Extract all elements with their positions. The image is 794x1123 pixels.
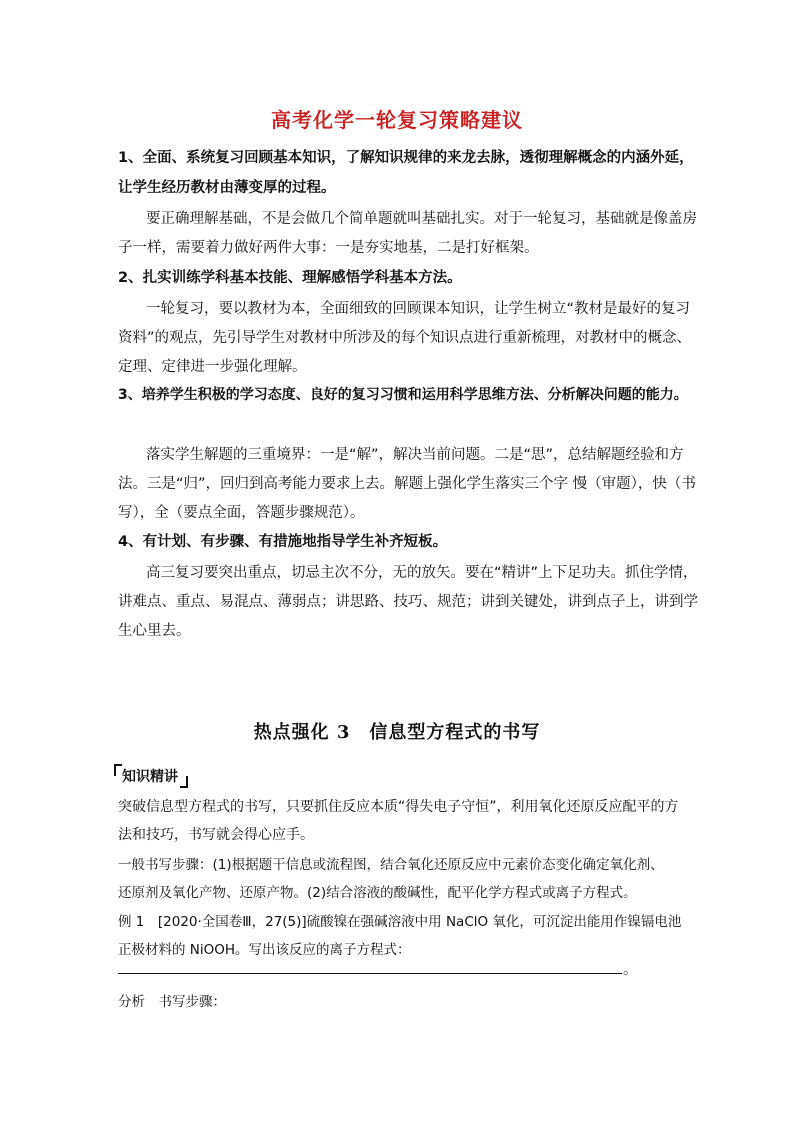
- paragraph-2-line-1: 一轮复习，要以教材为本，全面细致的回顾课本知识，让学生树立“教材是最好的复习: [146, 301, 691, 317]
- paragraph-1-line-2: 子一样，需要着力做好两件大事：一是夯实地基，二是打好框架。: [118, 240, 539, 256]
- paragraph-3-line-1: 落实学生解题的三重境界：一是“解”，解决当前问题。二是“思”，总结解题经验和方: [146, 447, 684, 463]
- section-title: 热点强化 3 信息型方程式的书写: [253, 722, 541, 743]
- paragraph-2-line-3: 定理、定律进一步强化理解。: [118, 359, 307, 375]
- answer-period: 。: [623, 962, 638, 978]
- steps-line-2: 还原剂及氧化产物、还原产物。(2)结合溶液的酸碱性，配平化学方程式或离子方程式。: [118, 885, 637, 901]
- knowledge-tag: [114, 766, 186, 786]
- heading-4: 4、有计划、有步骤、有措施地指导学生补齐短板。: [118, 534, 448, 550]
- intro-line-2: 法和技巧，书写就会得心应手。: [118, 827, 314, 843]
- paragraph-1-line-1: 要正确理解基础，不是会做几个简单题就叫基础扎实。对于一轮复习，基础就是像盖房: [146, 211, 697, 227]
- paragraph-3-line-3: 写），全（要点全面，答题步骤规范）。: [118, 505, 365, 521]
- example-line-2: 正极材料的 NiOOH。写出该反应的离子方程式：: [118, 942, 411, 958]
- intro-line-1: 突破信息型方程式的书写，只要抓住反应本质“得失电子守恒”，利用氧化还原反应配平的方: [118, 799, 679, 815]
- bracket-left-icon: [114, 764, 122, 776]
- paragraph-3-line-2: 法。三是“归”，回归到高考能力要求上去。解题上强化学生落实三个字 慢（审题），快（书: [118, 476, 696, 492]
- answer-blank: [118, 973, 622, 974]
- paragraph-4-line-3: 生心里去。: [118, 623, 191, 639]
- document-title: 高考化学一轮复习策略建议: [271, 108, 523, 132]
- heading-3: 3、培养学生积极的学习态度、良好的复习习惯和运用科学思维方法、分析解决问题的能力。: [118, 387, 688, 403]
- heading-2: 2、扎实训练学科基本技能、理解感悟学科基本方法。: [118, 270, 462, 286]
- paragraph-4-line-2: 讲难点、重点、易混点、薄弱点；讲思路、技巧、规范；讲到关键处，讲到点子上，讲到学: [118, 594, 698, 610]
- heading-1-line-1: 1、全面、系统复习回顾基本知识，了解知识规律的来龙去脉，透彻理解概念的内涵外延，: [118, 150, 694, 166]
- steps-line-1: 一般书写步骤：(1)根据题干信息或流程图，结合氧化还原反应中元素价态变化确定氧化剂、: [118, 857, 664, 873]
- paragraph-4-line-1: 高三复习要突出重点，切忌主次不分，无的放矢。要在“精讲”上下足功夫。抓住学情，: [146, 565, 698, 581]
- analysis-label: 分析 书写步骤：: [118, 994, 226, 1010]
- heading-1-line-2: 让学生经历教材由薄变厚的过程。: [118, 180, 336, 196]
- example-line-1: 例 1 [2020·全国卷Ⅲ，27(5)]硫酸镍在强碱溶液中用 NaClO 氧化，可沉淀出能用作镍镉电池: [118, 914, 682, 930]
- paragraph-2-line-2: 资料”的观点，先引导学生对教材中所涉及的每个知识点进行重新梳理，对教材中的概念、: [118, 330, 692, 346]
- bracket-right-icon: [180, 776, 188, 788]
- knowledge-tag-label: 知识精讲: [122, 769, 178, 785]
